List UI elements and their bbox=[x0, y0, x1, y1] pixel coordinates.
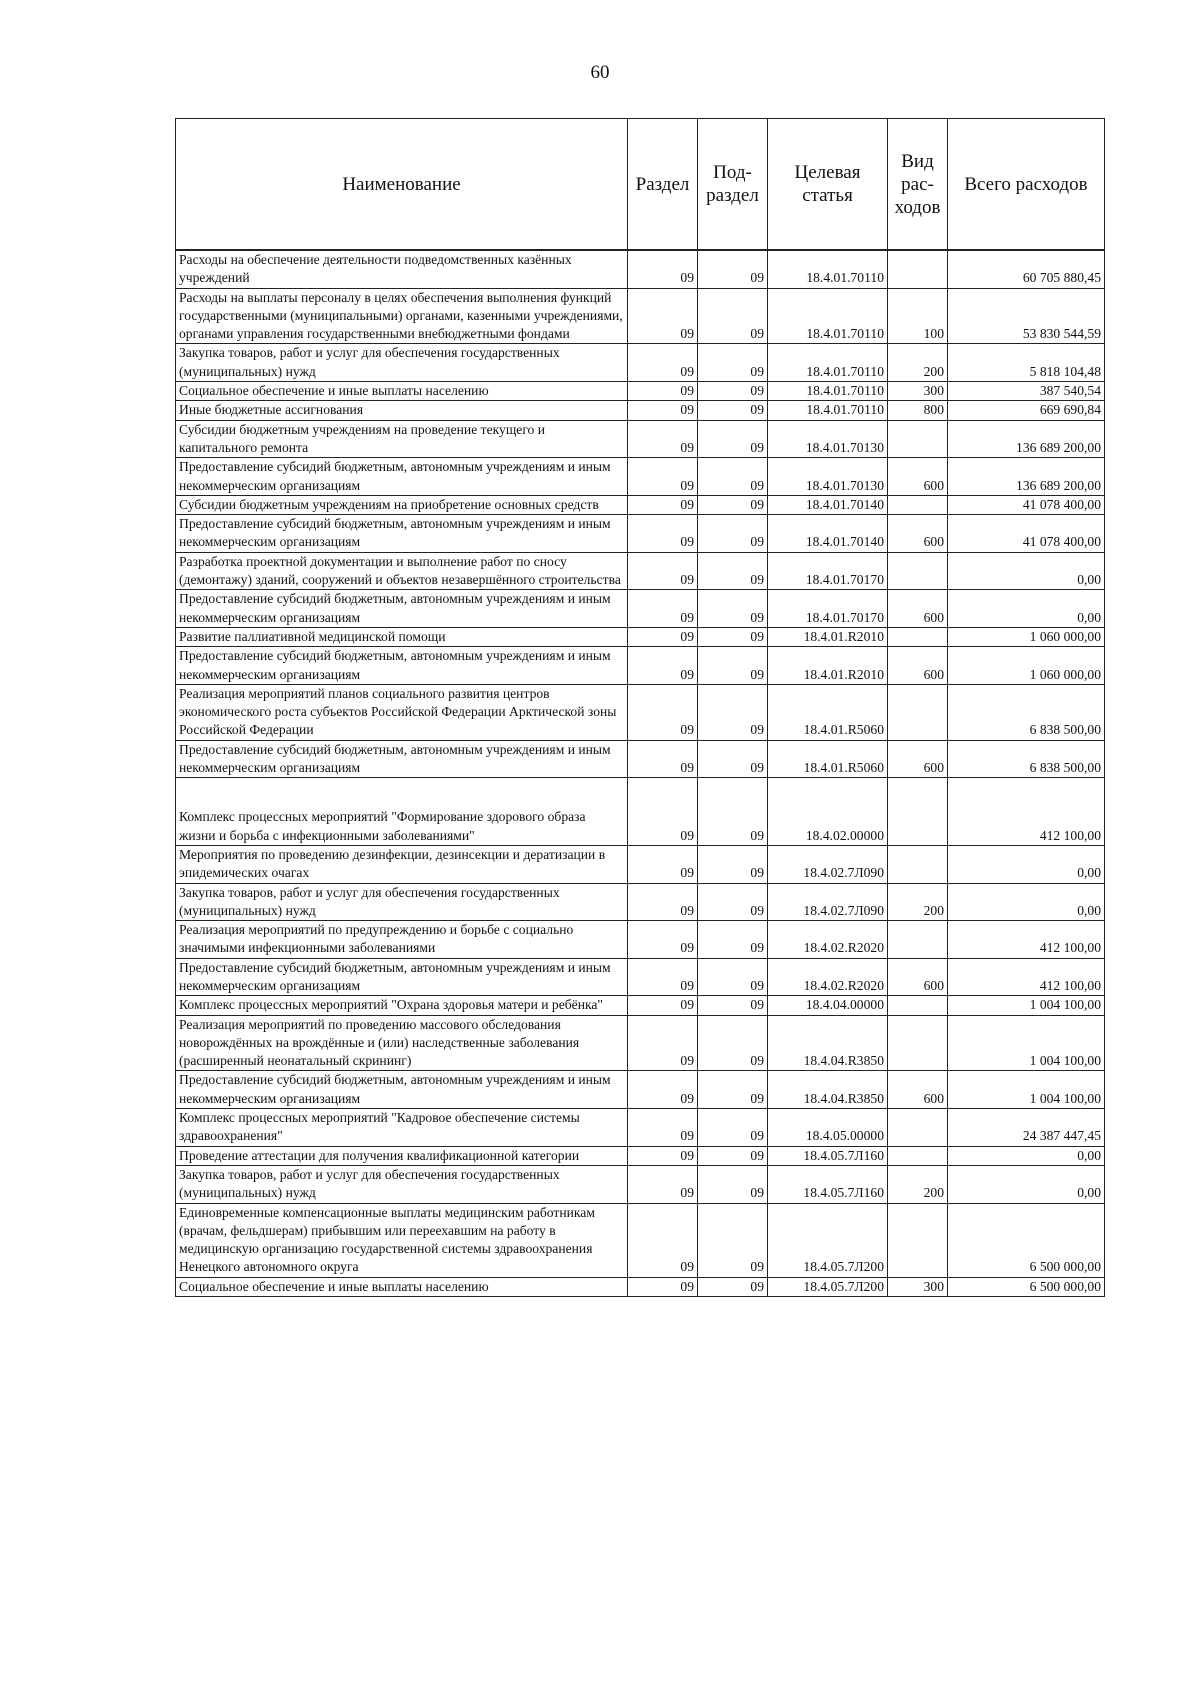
table-row bbox=[176, 515, 1105, 553]
row-total: 6 838 500,00 bbox=[948, 684, 1105, 740]
row-target-article: 18.4.01.70110 bbox=[768, 288, 888, 344]
row-target-article: 18.4.04.00000 bbox=[768, 996, 888, 1015]
row-subsection: 09 bbox=[698, 647, 768, 685]
row-name: Разработка проектной документации и выполнение работ по сносу (демонтажу) зданий, сооружений и объектов незавершённого строительства bbox=[176, 552, 628, 590]
row-section: 09 bbox=[628, 382, 698, 401]
row-total: 412 100,00 bbox=[948, 958, 1105, 996]
row-subsection: 09 bbox=[698, 1071, 768, 1109]
row-subsection: 09 bbox=[698, 515, 768, 553]
header-subsection: Под- раздел bbox=[698, 119, 768, 251]
row-name: Расходы на выплаты персоналу в целях обеспечения выполнения функций государственными (муниципальными) органами, казенными учреждениями, органами управления государственными внебюджетными фондами bbox=[176, 288, 628, 344]
table-row bbox=[176, 996, 1105, 1015]
row-total: 412 100,00 bbox=[948, 778, 1105, 846]
table-row bbox=[176, 684, 1105, 740]
row-target-article: 18.4.01.R2010 bbox=[768, 647, 888, 685]
row-name: Социальное обеспечение и иные выплаты населению bbox=[176, 1277, 628, 1296]
row-section: 09 bbox=[628, 1277, 698, 1296]
row-target-article: 18.4.01.R2010 bbox=[768, 627, 888, 646]
row-subsection: 09 bbox=[698, 1109, 768, 1147]
row-section: 09 bbox=[628, 921, 698, 959]
row-section: 09 bbox=[628, 458, 698, 496]
row-subsection: 09 bbox=[698, 420, 768, 458]
row-name: Социальное обеспечение и иные выплаты населению bbox=[176, 382, 628, 401]
row-subsection: 09 bbox=[698, 778, 768, 846]
row-expense-type bbox=[888, 996, 948, 1015]
row-name: Предоставление субсидий бюджетным, автономным учреждениям и иным некоммерческим организациям bbox=[176, 740, 628, 778]
row-name: Субсидии бюджетным учреждениям на приобретение основных средств bbox=[176, 495, 628, 514]
row-name: Комплекс процессных мероприятий "Кадровое обеспечение системы здравоохранения" bbox=[176, 1109, 628, 1147]
row-target-article: 18.4.02.7Л090 bbox=[768, 845, 888, 883]
table-row bbox=[176, 495, 1105, 514]
row-section: 09 bbox=[628, 590, 698, 628]
row-target-article: 18.4.01.70140 bbox=[768, 515, 888, 553]
row-subsection: 09 bbox=[698, 883, 768, 921]
row-expense-type: 600 bbox=[888, 958, 948, 996]
header-expense-type: Вид рас- ходов bbox=[888, 119, 948, 251]
row-total: 24 387 447,45 bbox=[948, 1109, 1105, 1147]
row-total: 0,00 bbox=[948, 883, 1105, 921]
row-target-article: 18.4.01.70170 bbox=[768, 552, 888, 590]
row-target-article: 18.4.01.70110 bbox=[768, 401, 888, 420]
table-row bbox=[176, 778, 1105, 846]
row-total: 0,00 bbox=[948, 552, 1105, 590]
row-expense-type: 100 bbox=[888, 288, 948, 344]
row-total: 136 689 200,00 bbox=[948, 420, 1105, 458]
row-section: 09 bbox=[628, 778, 698, 846]
row-subsection: 09 bbox=[698, 845, 768, 883]
row-subsection: 09 bbox=[698, 921, 768, 959]
row-expense-type: 300 bbox=[888, 382, 948, 401]
row-section: 09 bbox=[628, 684, 698, 740]
row-target-article: 18.4.01.70110 bbox=[768, 250, 888, 288]
row-target-article: 18.4.01.70110 bbox=[768, 344, 888, 382]
row-section: 09 bbox=[628, 647, 698, 685]
budget-table bbox=[175, 118, 1105, 1297]
header-total: Всего расходов bbox=[948, 119, 1105, 251]
row-expense-type bbox=[888, 250, 948, 288]
row-subsection: 09 bbox=[698, 684, 768, 740]
row-total: 5 818 104,48 bbox=[948, 344, 1105, 382]
row-expense-type: 600 bbox=[888, 1071, 948, 1109]
row-total: 0,00 bbox=[948, 845, 1105, 883]
row-subsection: 09 bbox=[698, 996, 768, 1015]
table-header-row bbox=[176, 119, 1105, 251]
row-expense-type: 800 bbox=[888, 401, 948, 420]
table-row bbox=[176, 647, 1105, 685]
row-total: 6 500 000,00 bbox=[948, 1203, 1105, 1277]
row-name: Предоставление субсидий бюджетным, автономным учреждениям и иным некоммерческим организациям bbox=[176, 958, 628, 996]
row-section: 09 bbox=[628, 420, 698, 458]
table-row bbox=[176, 344, 1105, 382]
row-expense-type bbox=[888, 1146, 948, 1165]
row-section: 09 bbox=[628, 552, 698, 590]
row-expense-type: 200 bbox=[888, 344, 948, 382]
row-target-article: 18.4.01.70130 bbox=[768, 458, 888, 496]
row-total: 669 690,84 bbox=[948, 401, 1105, 420]
row-target-article: 18.4.01.70140 bbox=[768, 495, 888, 514]
row-target-article: 18.4.05.7Л200 bbox=[768, 1203, 888, 1277]
table-row bbox=[176, 627, 1105, 646]
header-target-article: Целевая статья bbox=[768, 119, 888, 251]
table-row bbox=[176, 883, 1105, 921]
row-expense-type bbox=[888, 495, 948, 514]
row-name: Реализация мероприятий по проведению массового обследования новорождённых на врождённые и (или) наследственные заболевания (расширенный неонатальный скрининг) bbox=[176, 1015, 628, 1071]
row-name: Предоставление субсидий бюджетным, автономным учреждениям и иным некоммерческим организациям bbox=[176, 1071, 628, 1109]
row-subsection: 09 bbox=[698, 344, 768, 382]
header-section: Раздел bbox=[628, 119, 698, 251]
row-expense-type bbox=[888, 1109, 948, 1147]
row-subsection: 09 bbox=[698, 740, 768, 778]
row-subsection: 09 bbox=[698, 1277, 768, 1296]
row-total: 41 078 400,00 bbox=[948, 495, 1105, 514]
row-section: 09 bbox=[628, 996, 698, 1015]
row-subsection: 09 bbox=[698, 495, 768, 514]
row-expense-type bbox=[888, 420, 948, 458]
table-row bbox=[176, 1071, 1105, 1109]
row-target-article: 18.4.01.70110 bbox=[768, 382, 888, 401]
row-name: Проведение аттестации для получения квалификационной категории bbox=[176, 1146, 628, 1165]
row-subsection: 09 bbox=[698, 958, 768, 996]
row-name: Закупка товаров, работ и услуг для обеспечения государственных (муниципальных) нужд bbox=[176, 883, 628, 921]
row-section: 09 bbox=[628, 740, 698, 778]
row-total: 6 838 500,00 bbox=[948, 740, 1105, 778]
row-total: 0,00 bbox=[948, 1146, 1105, 1165]
row-name: Закупка товаров, работ и услуг для обеспечения государственных (муниципальных) нужд bbox=[176, 344, 628, 382]
row-name: Мероприятия по проведению дезинфекции, дезинсекции и дератизации в эпидемических очагах bbox=[176, 845, 628, 883]
row-subsection: 09 bbox=[698, 288, 768, 344]
row-expense-type bbox=[888, 845, 948, 883]
row-target-article: 18.4.04.R3850 bbox=[768, 1015, 888, 1071]
table-row bbox=[176, 1109, 1105, 1147]
row-section: 09 bbox=[628, 958, 698, 996]
row-total: 0,00 bbox=[948, 590, 1105, 628]
row-target-article: 18.4.02.R2020 bbox=[768, 921, 888, 959]
row-name: Закупка товаров, работ и услуг для обеспечения государственных (муниципальных) нужд bbox=[176, 1165, 628, 1203]
row-section: 09 bbox=[628, 495, 698, 514]
row-expense-type: 200 bbox=[888, 883, 948, 921]
row-name: Предоставление субсидий бюджетным, автономным учреждениям и иным некоммерческим организациям bbox=[176, 515, 628, 553]
row-target-article: 18.4.01.70130 bbox=[768, 420, 888, 458]
row-name: Иные бюджетные ассигнования bbox=[176, 401, 628, 420]
row-section: 09 bbox=[628, 845, 698, 883]
row-total: 1 004 100,00 bbox=[948, 996, 1105, 1015]
row-total: 41 078 400,00 bbox=[948, 515, 1105, 553]
table-row bbox=[176, 921, 1105, 959]
row-expense-type bbox=[888, 627, 948, 646]
table-row bbox=[176, 401, 1105, 420]
row-target-article: 18.4.02.R2020 bbox=[768, 958, 888, 996]
row-name: Расходы на обеспечение деятельности подведомственных казённых учреждений bbox=[176, 250, 628, 288]
table-row bbox=[176, 552, 1105, 590]
row-section: 09 bbox=[628, 627, 698, 646]
row-section: 09 bbox=[628, 515, 698, 553]
row-subsection: 09 bbox=[698, 250, 768, 288]
row-target-article: 18.4.05.7Л160 bbox=[768, 1146, 888, 1165]
table-row bbox=[176, 250, 1105, 288]
row-total: 412 100,00 bbox=[948, 921, 1105, 959]
row-expense-type bbox=[888, 1203, 948, 1277]
row-subsection: 09 bbox=[698, 1165, 768, 1203]
header-name: Наименование bbox=[176, 119, 628, 251]
row-target-article: 18.4.01.R5060 bbox=[768, 740, 888, 778]
row-expense-type bbox=[888, 684, 948, 740]
row-name: Субсидии бюджетным учреждениям на проведение текущего и капитального ремонта bbox=[176, 420, 628, 458]
row-total: 136 689 200,00 bbox=[948, 458, 1105, 496]
row-target-article: 18.4.01.R5060 bbox=[768, 684, 888, 740]
table-row bbox=[176, 1015, 1105, 1071]
row-target-article: 18.4.04.R3850 bbox=[768, 1071, 888, 1109]
row-total: 1 060 000,00 bbox=[948, 647, 1105, 685]
row-target-article: 18.4.05.7Л160 bbox=[768, 1165, 888, 1203]
row-section: 09 bbox=[628, 1015, 698, 1071]
row-subsection: 09 bbox=[698, 590, 768, 628]
row-section: 09 bbox=[628, 883, 698, 921]
row-name: Реализация мероприятий по предупреждению и борьбе с социально значимыми инфекционными заболеваниями bbox=[176, 921, 628, 959]
page-number: 60 bbox=[590, 62, 610, 83]
row-target-article: 18.4.05.00000 bbox=[768, 1109, 888, 1147]
row-total: 1 004 100,00 bbox=[948, 1071, 1105, 1109]
row-subsection: 09 bbox=[698, 401, 768, 420]
row-name: Предоставление субсидий бюджетным, автономным учреждениям и иным некоммерческим организациям bbox=[176, 647, 628, 685]
row-target-article: 18.4.05.7Л200 bbox=[768, 1277, 888, 1296]
table-row bbox=[176, 740, 1105, 778]
row-section: 09 bbox=[628, 1203, 698, 1277]
row-section: 09 bbox=[628, 1165, 698, 1203]
table-row bbox=[176, 382, 1105, 401]
row-subsection: 09 bbox=[698, 552, 768, 590]
row-expense-type bbox=[888, 778, 948, 846]
row-expense-type: 600 bbox=[888, 647, 948, 685]
row-expense-type bbox=[888, 921, 948, 959]
row-total: 6 500 000,00 bbox=[948, 1277, 1105, 1296]
row-total: 387 540,54 bbox=[948, 382, 1105, 401]
row-subsection: 09 bbox=[698, 458, 768, 496]
table-row bbox=[176, 420, 1105, 458]
table-row bbox=[176, 958, 1105, 996]
row-expense-type: 600 bbox=[888, 458, 948, 496]
row-expense-type: 600 bbox=[888, 515, 948, 553]
row-name: Единовременные компенсационные выплаты медицинским работникам (врачам, фельдшерам) прибывшим или переехавшим на работу в медицинскую организацию государственной системы здравоохранения Ненецкого автономного округа bbox=[176, 1203, 628, 1277]
row-name: Развитие паллиативной медицинской помощи bbox=[176, 627, 628, 646]
row-subsection: 09 bbox=[698, 627, 768, 646]
row-expense-type bbox=[888, 1015, 948, 1071]
row-expense-type bbox=[888, 552, 948, 590]
row-name: Предоставление субсидий бюджетным, автономным учреждениям и иным некоммерческим организациям bbox=[176, 458, 628, 496]
row-name: Реализация мероприятий планов социального развития центров экономического роста субъектов Российской Федерации Арктической зоны Российской Федерации bbox=[176, 684, 628, 740]
row-total: 53 830 544,59 bbox=[948, 288, 1105, 344]
row-section: 09 bbox=[628, 1146, 698, 1165]
row-section: 09 bbox=[628, 250, 698, 288]
row-name: Комплекс процессных мероприятий "Охрана здоровья матери и ребёнка" bbox=[176, 996, 628, 1015]
row-subsection: 09 bbox=[698, 1203, 768, 1277]
row-total: 1 004 100,00 bbox=[948, 1015, 1105, 1071]
table-row bbox=[176, 845, 1105, 883]
row-name: Предоставление субсидий бюджетным, автономным учреждениям и иным некоммерческим организациям bbox=[176, 590, 628, 628]
row-total: 60 705 880,45 bbox=[948, 250, 1105, 288]
row-total: 1 060 000,00 bbox=[948, 627, 1105, 646]
row-expense-type: 600 bbox=[888, 740, 948, 778]
table-row bbox=[176, 1146, 1105, 1165]
row-subsection: 09 bbox=[698, 382, 768, 401]
row-subsection: 09 bbox=[698, 1146, 768, 1165]
row-section: 09 bbox=[628, 344, 698, 382]
table-row bbox=[176, 1277, 1105, 1296]
row-section: 09 bbox=[628, 401, 698, 420]
table-row bbox=[176, 458, 1105, 496]
row-section: 09 bbox=[628, 288, 698, 344]
row-name: Комплекс процессных мероприятий "Формирование здорового образа жизни и борьба с инфекционными заболеваниями" bbox=[176, 778, 628, 846]
table-row bbox=[176, 590, 1105, 628]
row-target-article: 18.4.02.00000 bbox=[768, 778, 888, 846]
table-row bbox=[176, 1165, 1105, 1203]
table-row bbox=[176, 288, 1105, 344]
table-row bbox=[176, 1203, 1105, 1277]
row-subsection: 09 bbox=[698, 1015, 768, 1071]
row-expense-type: 300 bbox=[888, 1277, 948, 1296]
row-target-article: 18.4.01.70170 bbox=[768, 590, 888, 628]
row-section: 09 bbox=[628, 1071, 698, 1109]
row-expense-type: 600 bbox=[888, 590, 948, 628]
row-expense-type: 200 bbox=[888, 1165, 948, 1203]
row-target-article: 18.4.02.7Л090 bbox=[768, 883, 888, 921]
row-section: 09 bbox=[628, 1109, 698, 1147]
row-total: 0,00 bbox=[948, 1165, 1105, 1203]
